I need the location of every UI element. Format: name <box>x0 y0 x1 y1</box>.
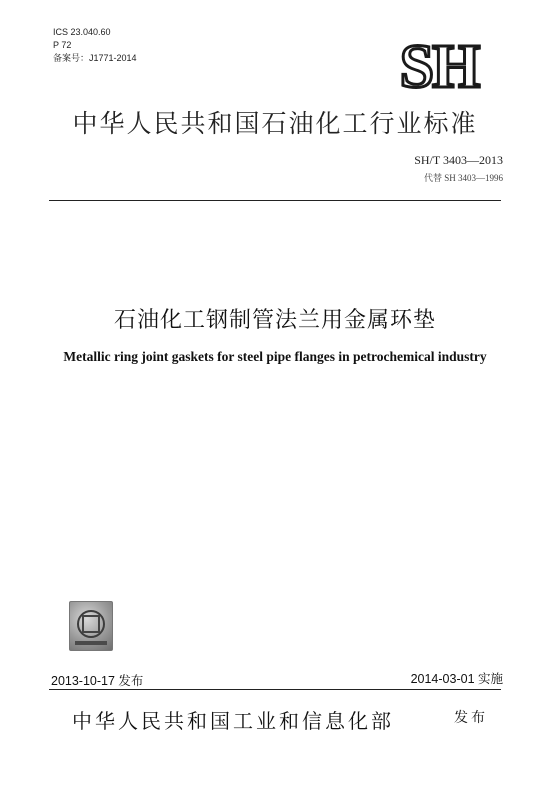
header-divider <box>49 200 501 201</box>
sh-logo-text: SH <box>399 36 479 94</box>
category-code: P 72 <box>53 40 72 50</box>
issuing-ministry: 中华人民共和国工业和信息化部 <box>72 709 394 733</box>
sh-logo <box>376 36 502 94</box>
footer-divider <box>49 689 501 690</box>
issue-label: 发布 <box>454 710 488 726</box>
replaces-standard: 代替 SH 3403—1996 <box>423 173 503 183</box>
anti-counterfeit-seal-icon <box>69 601 113 651</box>
implementation-date: 2014-03-01 实施 <box>410 672 503 686</box>
title-chinese: 石油化工钢制管法兰用金属环垫 <box>113 308 436 333</box>
document-metadata <box>53 26 137 65</box>
ics-code: ICS 23.040.60 <box>53 27 111 37</box>
standard-category: 中华人民共和国石油化工行业标准 <box>72 109 478 138</box>
publish-date: 2013-10-17 发布 <box>51 674 144 688</box>
title-english: Metallic ring joint gaskets for steel pipe flanges in petrochemical industry <box>63 349 487 364</box>
standard-code: SH/T 3403—2013 <box>414 153 503 167</box>
record-number: 备案号：J1771-2014 <box>53 53 137 63</box>
